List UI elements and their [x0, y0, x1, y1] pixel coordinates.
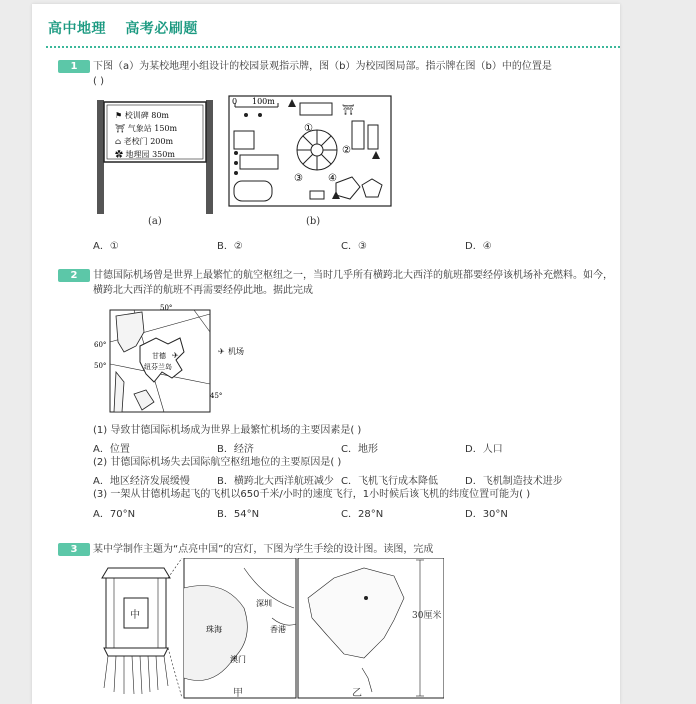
q2-sub1-option-a: A．位置 — [93, 444, 130, 455]
mark-3: ③ — [294, 173, 303, 184]
q2-sub2-option-d: D．飞机制造技术进步 — [465, 476, 563, 487]
document-page — [32, 4, 620, 704]
svg-text:⛩: ⛩ — [342, 105, 355, 116]
sign-row-1: ⚑ 校训碑 80m — [115, 111, 170, 120]
airport-legend-label: 机场 — [228, 347, 244, 356]
mark-4: ④ — [328, 173, 337, 184]
question-1-stem — [93, 59, 613, 89]
svg-text:中: 中 — [130, 610, 140, 621]
question-2-stem: 甘德国际机场曾是世界上最繁忙的航空枢纽之一，当时几乎所有横跨北大西洋的航班都要经停该机场补充燃料。如今，横跨北大西洋的航班不再需要经停此地。据此完成 — [93, 270, 613, 296]
island-label: 纽芬兰岛 — [144, 363, 172, 371]
q2-sub3-option-c: C．28°N — [341, 509, 384, 520]
q2-sub3-option-d: D．30°N — [465, 509, 508, 520]
mark-1: ① — [304, 123, 313, 134]
q2-sub3-option-a: A．70°N — [93, 509, 136, 520]
figure-b-caption: (b) — [306, 216, 321, 227]
q1-option-b: B．② — [217, 241, 243, 252]
question-number-1: 1 — [58, 60, 90, 73]
lat-50-left: 50° — [94, 362, 107, 370]
question-3-stem: 某中学制作主题为“点亮中国”的宫灯，下图为学生手绘的设计图。读图，完成 — [93, 544, 434, 555]
lantern-design-figure — [94, 558, 444, 700]
question-number-2: 2 — [58, 269, 90, 282]
lat-50-top: 50° — [160, 304, 173, 312]
header-divider — [46, 46, 620, 48]
svg-text:✈: ✈ — [172, 351, 179, 360]
campus-map-figure — [228, 95, 392, 207]
q2-sub3: (3) 一架从甘德机场起飞的飞机以650千米/小时的速度飞行，1小时候后该飞机的纬度位置可能为( ) — [93, 489, 531, 500]
sign-row-4: ✿ 地理园 350m — [115, 150, 175, 159]
q1-option-c: C．③ — [341, 241, 367, 252]
lat-60: 60° — [94, 341, 107, 349]
lat-45: 45° — [210, 392, 223, 400]
question-1-blank: ( ) — [93, 76, 104, 87]
city-gander: 甘德 — [152, 352, 166, 360]
signboard-figure — [95, 96, 215, 226]
page-title: 高考必刷题 — [125, 21, 198, 37]
q2-sub3-option-b: B．54°N — [217, 509, 260, 520]
q2-sub1-option-c: C．地形 — [341, 444, 378, 455]
q2-sub2: (2) 甘德国际机场失去国际航空枢纽地位的主要原因是( ) — [93, 457, 342, 468]
q2-sub2-option-a: A．地区经济发展缓慢 — [93, 476, 190, 487]
q2-sub2-option-c: C．飞机飞行成本降低 — [341, 476, 438, 487]
newfoundland-map-figure — [94, 302, 254, 418]
q1-option-d: D．④ — [465, 241, 492, 252]
sign-row-2: ⛩ 气象站 150m — [115, 124, 178, 133]
page-header — [48, 18, 212, 38]
q2-sub1-option-b: B．经济 — [217, 444, 254, 455]
q2-sub1-option-d: D．人口 — [465, 444, 503, 455]
mark-2: ② — [342, 145, 351, 156]
sign-row-3: ⌂ 老校门 200m — [115, 137, 174, 146]
question-number-3: 3 — [58, 543, 90, 556]
figure-yi-caption: 乙 — [352, 688, 362, 699]
q2-sub2-option-b: B．横跨北大西洋航班减少 — [217, 476, 334, 487]
label-hongkong: 香港 — [270, 625, 286, 634]
label-shenzhen: 深圳 — [256, 599, 272, 608]
figure-a-caption: (a) — [148, 216, 162, 227]
q1-option-a: A．① — [93, 241, 119, 252]
label-zhuhai: 珠海 — [206, 625, 222, 634]
q2-sub1: (1) 导致甘德国际机场成为世界上最繁忙机场的主要因素是( ) — [93, 425, 362, 436]
airport-legend-icon: ✈ — [218, 347, 225, 356]
subject-title: 高中地理 — [48, 21, 106, 37]
scale-zero: 0 — [232, 97, 238, 106]
label-macau: 澳门 — [230, 655, 246, 664]
question-1-stem-text: 下图（a）为某校地理小组设计的校园景观指示牌，图（b）为校园图局部。指示牌在图（b）中的位置是 — [93, 61, 552, 72]
height-label: 30厘米 — [412, 611, 442, 621]
scale-length: 100m — [252, 97, 275, 106]
figure-jia-caption: 甲 — [233, 688, 243, 699]
